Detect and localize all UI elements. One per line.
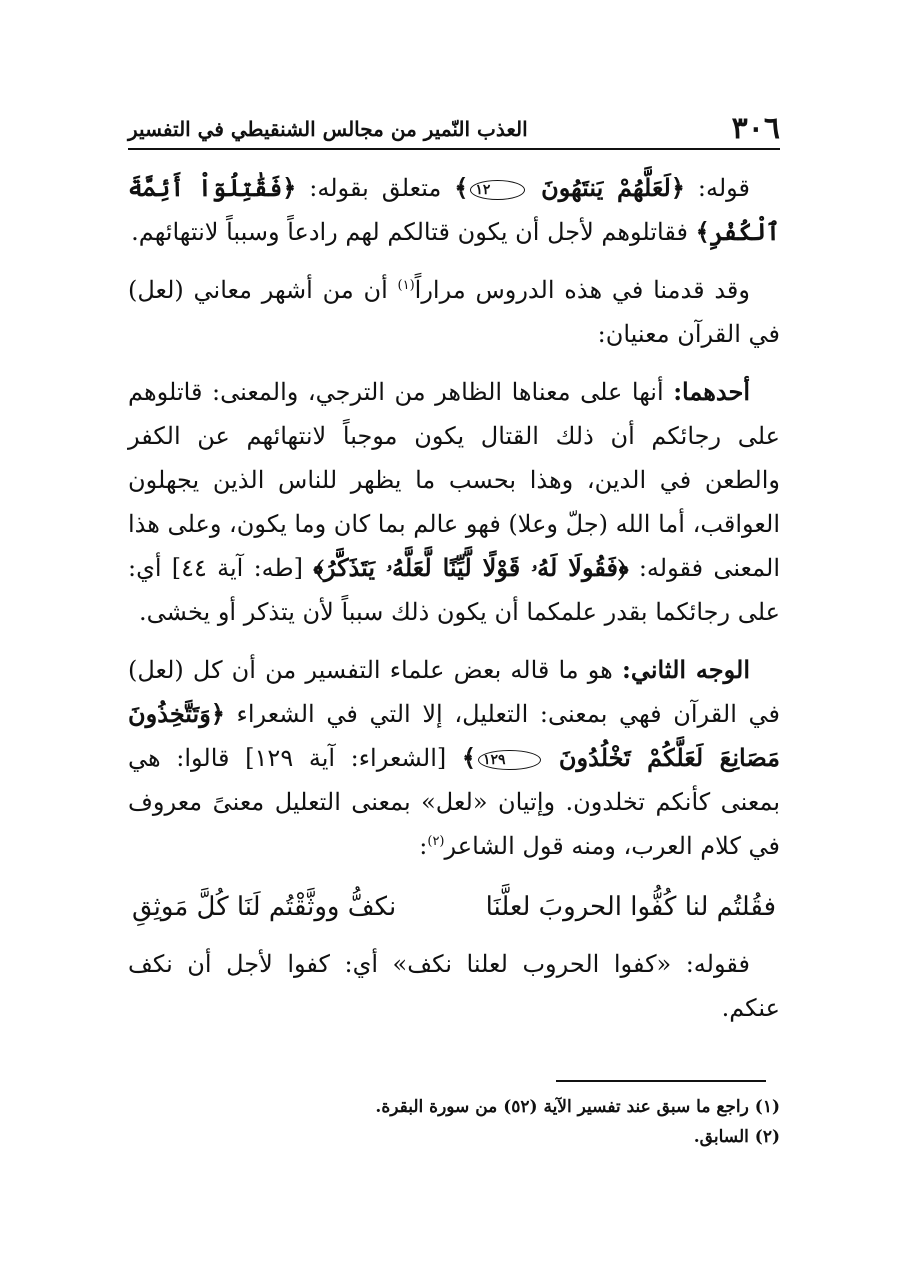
verse-second-hemistich: نكفُّ ووثَّقْتُم لَنَا كُلَّ مَوثِقِ bbox=[132, 892, 397, 922]
ayah-number-marker: ١٢٩ bbox=[478, 750, 541, 770]
page-header bbox=[128, 108, 780, 150]
paragraph-1 bbox=[128, 166, 780, 254]
page-number: ٣٠٦ bbox=[731, 111, 780, 146]
footnotes bbox=[128, 1092, 780, 1152]
quran-text: ﴿وَتَتَّخِذُونَ مَصَانِعَ لَعَلَّكُمْ تَخْلُدُونَ bbox=[128, 699, 781, 772]
running-title: العذب النّمير من مجالس الشنقيطي في التفسير bbox=[128, 117, 528, 141]
quran-reference: [طه: آية ٤٤] bbox=[171, 554, 314, 582]
quran-bracket: ﴾ bbox=[454, 173, 469, 202]
verse-first-hemistich: فقُلتُم لنا كُفُّوا الحروبَ لعلَّنَا bbox=[485, 892, 776, 922]
section-lead: أحدهما: bbox=[673, 377, 750, 406]
main-text bbox=[128, 166, 780, 1044]
quran-bracket: ﴾ bbox=[461, 743, 476, 772]
footnote-ref: (١) bbox=[397, 278, 415, 293]
footnote-2: (٢) السابق. bbox=[693, 1127, 780, 1147]
text-run: متعلق بقوله: bbox=[296, 174, 455, 202]
ayah-number-marker: ١٢ bbox=[470, 180, 525, 200]
text-run: فقاتلوهم لأجل أن يكون قتالكم لهم رادعاً وسبباً لانتهائهم. bbox=[131, 218, 696, 246]
quran-quote: ﴿فَقَٰتِلُوٓاْ أَئِمَّةَ ٱلْكُفْرِ﴾ bbox=[128, 173, 780, 246]
text-run: فقوله: «كفوا الحروب لعلنا نكف» أي: كفوا لأجل أن نكف عنكم. bbox=[128, 950, 780, 1022]
footnote-ref: (٢) bbox=[427, 834, 445, 849]
quran-quote: ﴿فَقُولَا لَهُۥ قَوْلًا لَّيِّنًا لَّعَلَّهُۥ يَتَذَكَّرُ﴾ bbox=[313, 553, 629, 582]
quran-text: ﴿لَعَلَّهُمْ يَنتَهُونَ bbox=[541, 173, 685, 202]
text-run: أي: على رجائكما بقدر علمكما أن يكون ذلك سبباً لأن يتذكر أو يخشى. bbox=[128, 554, 780, 626]
paragraph-4 bbox=[128, 648, 780, 868]
text-run: أنها على معناها الظاهر من الترجي، والمعنى: قاتلوهم على رجائكم أن ذلك القتال يكون موجباً لانتهائهم عن الكفر والطعن في الدين، وهذا بحسب ما يظهر للناس الذين يجهلون العواقب، أما الله (جلّ وعلا) فهو عالم بما كان وما يكون، وعلى هذا المعنى فقوله: bbox=[128, 378, 780, 582]
footnote-divider bbox=[556, 1080, 766, 1082]
paragraph-2 bbox=[128, 268, 780, 356]
section-lead: الوجه الثاني: bbox=[621, 655, 751, 684]
text-run: قوله: bbox=[684, 174, 751, 202]
text-run: قالوا: هي بمعنى كأنكم تخلدون. وإتيان «لعل» بمعنى التعليل معنىً معروف في كلام العرب، ومنه قول الشاعر bbox=[128, 744, 780, 860]
text-run: هو ما قاله بعض علماء التفسير من أن كل (لعل) في القرآن فهي بمعنى: التعليل، إلا التي في الشعراء bbox=[128, 656, 780, 728]
paragraph-5 bbox=[128, 942, 780, 1030]
poetry-verse bbox=[128, 882, 780, 932]
paragraph-3 bbox=[128, 370, 780, 634]
text-run: أن من أشهر معاني (لعل) في القرآن معنيان: bbox=[128, 276, 780, 348]
quran-quote bbox=[454, 173, 685, 202]
text-run: وقد قدمنا في هذه الدروس مراراً bbox=[414, 276, 750, 304]
footnote-1: (١) راجع ما سبق عند تفسير الآية (٥٢) من سورة البقرة. bbox=[375, 1097, 780, 1117]
text-run: : bbox=[419, 832, 428, 860]
quran-reference: [الشعراء: آية ١٢٩] bbox=[245, 744, 462, 772]
